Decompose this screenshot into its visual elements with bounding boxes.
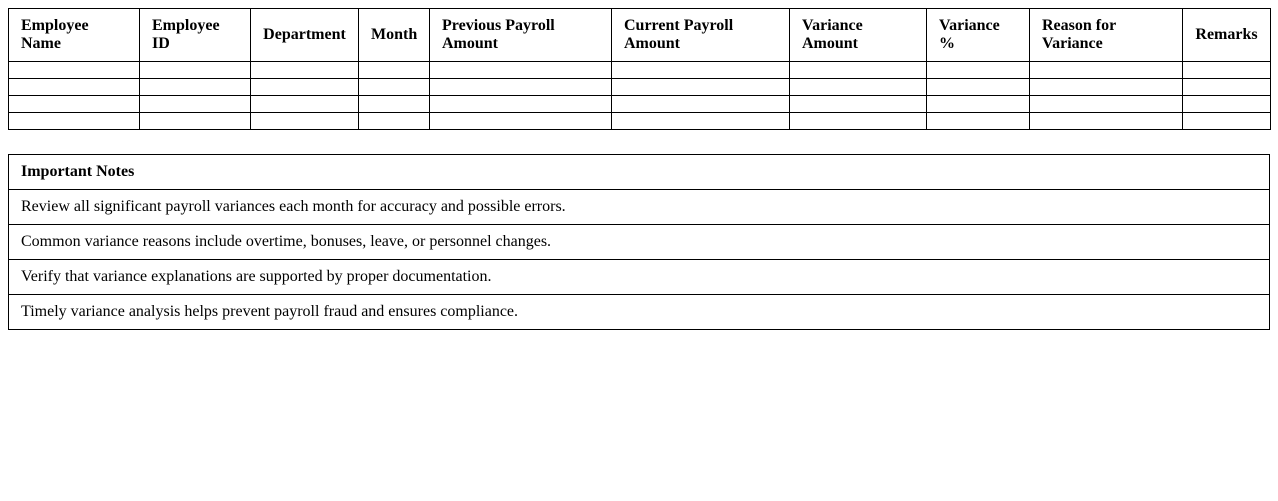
table-cell[interactable] — [430, 96, 612, 113]
table-cell[interactable] — [359, 113, 430, 130]
table-cell[interactable] — [430, 113, 612, 130]
notes-title: Important Notes — [9, 155, 1270, 190]
table-cell[interactable] — [612, 79, 790, 96]
table-cell[interactable] — [612, 96, 790, 113]
table-cell[interactable] — [790, 113, 927, 130]
table-cell[interactable] — [1030, 79, 1183, 96]
table-cell[interactable] — [9, 96, 140, 113]
table-cell[interactable] — [1183, 113, 1271, 130]
header-variance-percent: Variance % — [927, 9, 1030, 62]
table-header-row — [9, 9, 1271, 62]
table-cell[interactable] — [612, 62, 790, 79]
header-employee-id: Employee ID — [140, 9, 251, 62]
header-remarks: Remarks — [1183, 9, 1271, 62]
table-cell[interactable] — [430, 79, 612, 96]
notes-header-row — [9, 155, 1270, 190]
table-cell[interactable] — [1183, 96, 1271, 113]
note-row — [9, 225, 1270, 260]
table-cell[interactable] — [251, 96, 359, 113]
table-cell[interactable] — [1030, 96, 1183, 113]
table-cell[interactable] — [790, 96, 927, 113]
header-month: Month — [359, 9, 430, 62]
header-department: Department — [251, 9, 359, 62]
table-cell[interactable] — [612, 113, 790, 130]
table-cell[interactable] — [927, 79, 1030, 96]
header-variance-amount: Variance Amount — [790, 9, 927, 62]
table-cell[interactable] — [927, 113, 1030, 130]
table-cell[interactable] — [1030, 113, 1183, 130]
table-cell[interactable] — [140, 113, 251, 130]
table-cell[interactable] — [251, 62, 359, 79]
note-row — [9, 260, 1270, 295]
table-cell[interactable] — [251, 113, 359, 130]
table-cell[interactable] — [430, 62, 612, 79]
table-row — [9, 96, 1271, 113]
table-cell[interactable] — [251, 79, 359, 96]
table-cell[interactable] — [140, 96, 251, 113]
note-row — [9, 295, 1270, 330]
table-cell[interactable] — [140, 79, 251, 96]
table-cell[interactable] — [9, 113, 140, 130]
table-cell[interactable] — [9, 79, 140, 96]
table-cell[interactable] — [790, 79, 927, 96]
table-cell[interactable] — [1183, 62, 1271, 79]
table-cell[interactable] — [1183, 79, 1271, 96]
table-cell[interactable] — [927, 96, 1030, 113]
important-notes-table — [8, 154, 1270, 330]
table-cell[interactable] — [140, 62, 251, 79]
table-cell[interactable] — [359, 79, 430, 96]
table-cell[interactable] — [9, 62, 140, 79]
note-item: Review all significant payroll variances each month for accuracy and possible errors. — [9, 190, 1270, 225]
note-item: Timely variance analysis helps prevent payroll fraud and ensures compliance. — [9, 295, 1270, 330]
table-row — [9, 79, 1271, 96]
table-cell[interactable] — [790, 62, 927, 79]
table-cell[interactable] — [359, 96, 430, 113]
header-current-payroll-amount: Current Payroll Amount — [612, 9, 790, 62]
table-row — [9, 113, 1271, 130]
note-item: Verify that variance explanations are supported by proper documentation. — [9, 260, 1270, 295]
header-employee-name: Employee Name — [9, 9, 140, 62]
table-cell[interactable] — [927, 62, 1030, 79]
payroll-variance-table — [8, 8, 1271, 130]
note-row — [9, 190, 1270, 225]
table-cell[interactable] — [1030, 62, 1183, 79]
header-reason-for-variance: Reason for Variance — [1030, 9, 1183, 62]
note-item: Common variance reasons include overtime, bonuses, leave, or personnel changes. — [9, 225, 1270, 260]
table-row — [9, 62, 1271, 79]
table-cell[interactable] — [359, 62, 430, 79]
header-previous-payroll-amount: Previous Payroll Amount — [430, 9, 612, 62]
